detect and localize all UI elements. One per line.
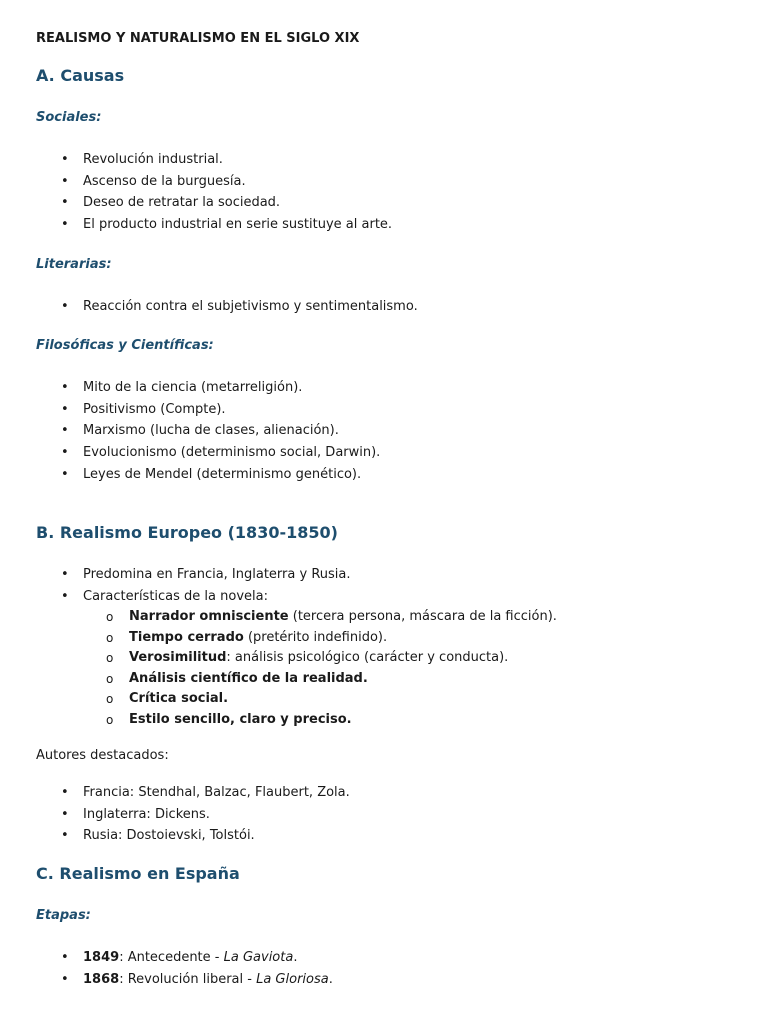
list-item: • 1849: Antecedente - La Gaviota. (0, 947, 768, 969)
section-a-heading: A. Causas (36, 66, 125, 85)
bullet-icon: • (61, 806, 69, 822)
list-item: o Narrador omnisciente (tercera persona, máscara de la ficción). (0, 607, 768, 628)
list-item: • El producto industrial en serie sustituye al arte. (0, 214, 768, 236)
bullet-icon: • (61, 380, 69, 395)
list-item: • Revolución industrial. (0, 149, 768, 171)
sub-bullet-icon: o (106, 671, 114, 686)
bullet-icon: • (61, 588, 69, 604)
filosoficas-label: Filosóficas y Científicas: (36, 338, 214, 353)
list-item: • Características de la novela: (0, 586, 768, 608)
sub-bullet-icon: o (106, 610, 114, 624)
sub-bullet-icon: o (106, 692, 114, 707)
bullet-icon: • (61, 217, 69, 233)
document-title: REALISMO Y NATURALISMO EN EL SIGLO XIX (36, 31, 360, 46)
list-item: • Rusia: Dostoievski, Tolstói. (0, 825, 768, 847)
list-item: o Crítica social. (0, 689, 768, 710)
bullet-icon: • (61, 567, 69, 582)
autores-list (0, 782, 768, 847)
list-item: • Marxismo (lucha de clases, alienación). (0, 420, 768, 442)
bullet-icon: • (61, 828, 69, 844)
list-item: • Francia: Stendhal, Balzac, Flaubert, Zola. (0, 782, 768, 804)
bullet-icon: • (61, 466, 69, 482)
list-item: • Deseo de retratar la sociedad. (0, 192, 768, 214)
section-b-heading: B. Realismo Europeo (1830-1850) (36, 523, 338, 542)
bullet-icon: • (61, 785, 69, 800)
list-item: • Ascenso de la burguesía. (0, 171, 768, 193)
list-item: • Inglaterra: Dickens. (0, 804, 768, 826)
list-item: • 1868: Revolución liberal - La Gloriosa. (0, 969, 768, 991)
bullet-icon: • (61, 299, 69, 314)
sub-bullet-icon: o (106, 651, 114, 666)
literarias-list (0, 296, 768, 318)
sociales-label: Sociales: (36, 110, 102, 125)
bullet-icon: • (61, 950, 69, 965)
list-item: o Estilo sencillo, claro y preciso. (0, 710, 768, 731)
sub-bullet-icon: o (106, 630, 114, 645)
etapas-label: Etapas: (36, 908, 91, 923)
novela-caracteristicas-list (0, 607, 768, 731)
literarias-label: Literarias: (36, 257, 112, 272)
list-item: • Predomina en Francia, Inglaterra y Rusia. (0, 564, 768, 586)
bullet-icon: • (61, 423, 69, 439)
section-c-heading: C. Realismo en España (36, 864, 240, 883)
list-item: o Tiempo cerrado (pretérito indefinido). (0, 628, 768, 649)
autores-label: Autores destacados: (36, 748, 169, 763)
filosoficas-list (0, 377, 768, 485)
list-item: • Positivismo (Compte). (0, 399, 768, 421)
bullet-icon: • (61, 445, 69, 461)
bullet-icon: • (61, 152, 69, 167)
realismo-europeo-list (0, 564, 768, 607)
list-item: • Reacción contra el subjetivismo y sentimentalismo. (0, 296, 768, 318)
etapas-list (0, 947, 768, 990)
bullet-icon: • (61, 195, 69, 211)
bullet-icon: • (61, 173, 69, 189)
list-item: o Verosimilitud: análisis psicológico (carácter y conducta). (0, 648, 768, 669)
sub-bullet-icon: o (106, 712, 114, 727)
bullet-icon: • (61, 401, 69, 417)
list-item: • Leyes de Mendel (determinismo genético). (0, 464, 768, 486)
list-item: • Evolucionismo (determinismo social, Darwin). (0, 442, 768, 464)
list-item: • Mito de la ciencia (metarreligión). (0, 377, 768, 399)
bullet-icon: • (61, 971, 69, 987)
list-item: o Análisis científico de la realidad. (0, 669, 768, 690)
sociales-list (0, 149, 768, 236)
